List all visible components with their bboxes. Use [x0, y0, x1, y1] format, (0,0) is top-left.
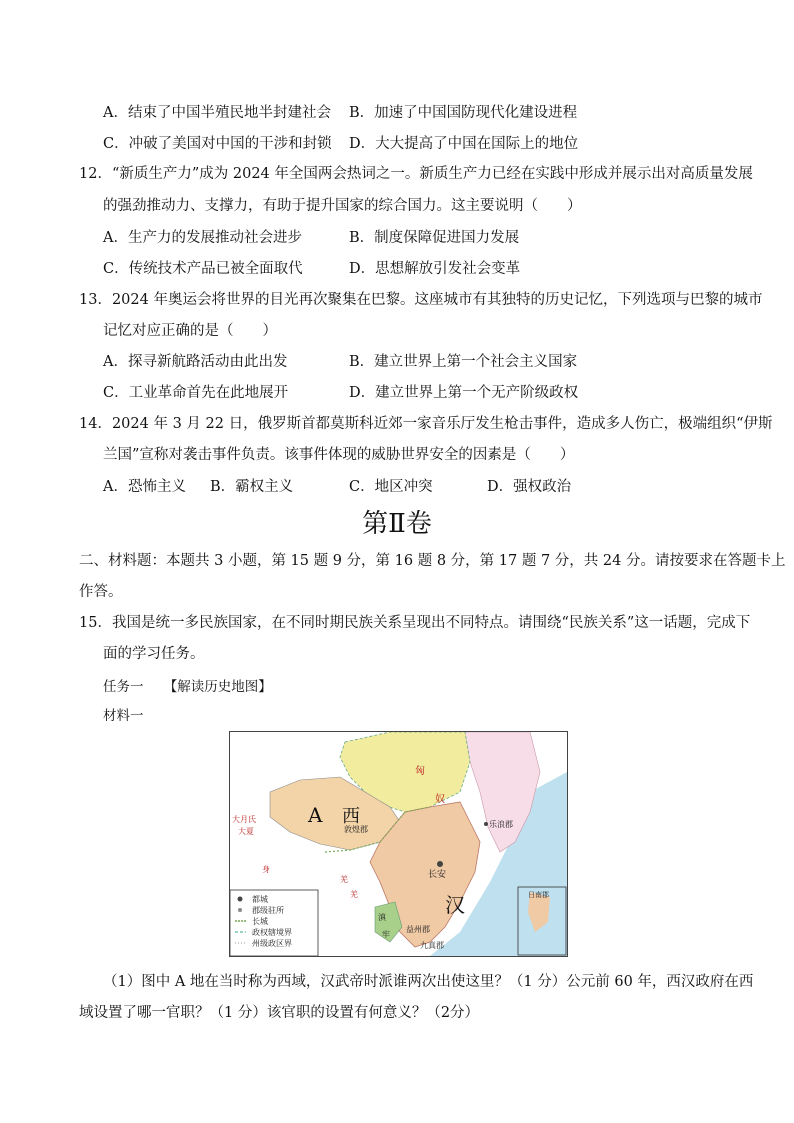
q15-sub1-line2: 域设置了哪一官职？（1 分）该官职的设置有何意义？（2分）: [79, 1005, 480, 1021]
map-label-yizhou: 益州郡: [406, 925, 430, 934]
q14-option-a: A．恐怖主义: [103, 479, 186, 495]
q12-option-b: B．制度保障促进国力发展: [349, 230, 520, 246]
map-label-lelang: 乐浪郡: [489, 820, 513, 829]
q13-option-d: D．建立世界上第一个无产阶级政权: [349, 385, 579, 401]
q12-stem-line1: 12．“新质生产力”成为 2024 年全国两会热词之一。新质生产力已经在实践中形成并展示出对高质量发展: [79, 166, 753, 182]
section2-instructions-line2: 作答。: [79, 584, 123, 600]
map-label-dunhuang: 敦煌郡: [344, 825, 368, 834]
map-label-rinan: 日南郡: [528, 891, 549, 899]
q15-stem-line2: 面的学习任务。: [103, 646, 205, 662]
q13-stem-line2: 记忆对应正确的是（ ）: [103, 323, 277, 339]
map-label-lao: 牢: [382, 930, 390, 939]
map-label-dayuezhi: 大月氏: [232, 815, 256, 824]
q14-option-d: D．强权政治: [487, 479, 572, 495]
q13-option-b: B．建立世界上第一个社会主义国家: [349, 354, 578, 370]
historical-map: [229, 731, 568, 957]
map-label-nu: 奴: [435, 794, 445, 805]
map-label-han: 汉: [445, 893, 465, 917]
q12-stem-line2: 的强劲推动力、支撑力，有助于提升国家的综合国力。这主要说明（ ）: [103, 198, 582, 214]
q15-stem-line1: 15．我国是统一多民族国家，在不同时期民族关系呈现出不同特点。请围绕“民族关系”这一话题，完成下: [79, 615, 751, 631]
legend-item-regime-border: 政权辖境界: [252, 928, 292, 937]
map-label-jiang: 羌: [350, 890, 358, 899]
map-label-a: A: [308, 803, 323, 827]
q13-stem-line1: 13．2024 年奥运会将世界的目光再次聚集在巴黎。这座城市有其独特的历史记忆，下列选项与巴黎的城市: [79, 292, 763, 308]
legend-county-symbol: [238, 908, 242, 912]
map-label-xiong: 匈: [415, 766, 425, 777]
legend-item-wall: 长城: [252, 917, 268, 926]
legend-item-province-border: 州级政区界: [252, 939, 292, 948]
q15-sub1-line1: （1）图中 A 地在当时称为西域，汉武帝时派谁两次出使这里？（1 分）公元前 60 年，西汉政府在西: [103, 974, 754, 990]
q12-option-d: D．思想解放引发社会变革: [349, 261, 521, 277]
map-label-west: 西: [342, 806, 360, 827]
section-title: 第Ⅱ卷: [362, 509, 432, 539]
q11-option-b: B．加速了中国国防现代化建设进程: [349, 105, 578, 121]
q15-task-heading: 任务一 【解读历史地图】: [103, 679, 272, 695]
map-label-du: 身: [262, 865, 270, 874]
legend-item-county: 郡级驻所: [252, 906, 284, 915]
section2-instructions-line1: 二、材料题：本题共 3 小题，第 15 题 9 分，第 16 题 8 分，第 17 题 7 分，共 24 分。请按要求在答题卡上: [79, 553, 786, 569]
legend-capital-symbol: [238, 897, 243, 902]
q11-option-a: A．结束了中国半殖民地半封建社会: [103, 105, 331, 121]
q14-stem-line2: 兰国”宣称对袭击事件负责。该事件体现的威胁世界安全的因素是（ ）: [103, 447, 575, 463]
map-label-changan: 长安: [428, 870, 447, 880]
q14-stem-line1: 14．2024 年 3 月 22 日，俄罗斯首都莫斯科近郊一家音乐厅发生枪击事件，造成多人伤亡，极端组织“伊斯: [79, 416, 773, 432]
q13-option-c: C．工业革命首先在此地展开: [103, 385, 289, 401]
q11-option-d: D．大大提高了中国在国际上的地位: [349, 136, 579, 152]
map-label-jiuzhen: 九真郡: [420, 941, 444, 950]
q15-material-label: 材料一: [103, 708, 144, 724]
q13-option-a: A．探寻新航路活动由此出发: [103, 354, 288, 370]
q12-option-c: C．传统技术产品已被全面取代: [103, 261, 303, 277]
map-label-dian: 滇: [378, 913, 386, 922]
q14-option-b: B．霸权主义: [210, 479, 294, 495]
map-label-qiang: 羌: [340, 875, 348, 884]
q11-option-c: C．冲破了美国对中国的干涉和封锁: [103, 136, 332, 152]
legend-item-capital: 都城: [252, 895, 268, 904]
map-label-daxia: 大夏: [238, 827, 254, 836]
q14-option-c: C．地区冲突: [349, 479, 433, 495]
q12-option-a: A．生产力的发展推动社会进步: [103, 230, 302, 246]
